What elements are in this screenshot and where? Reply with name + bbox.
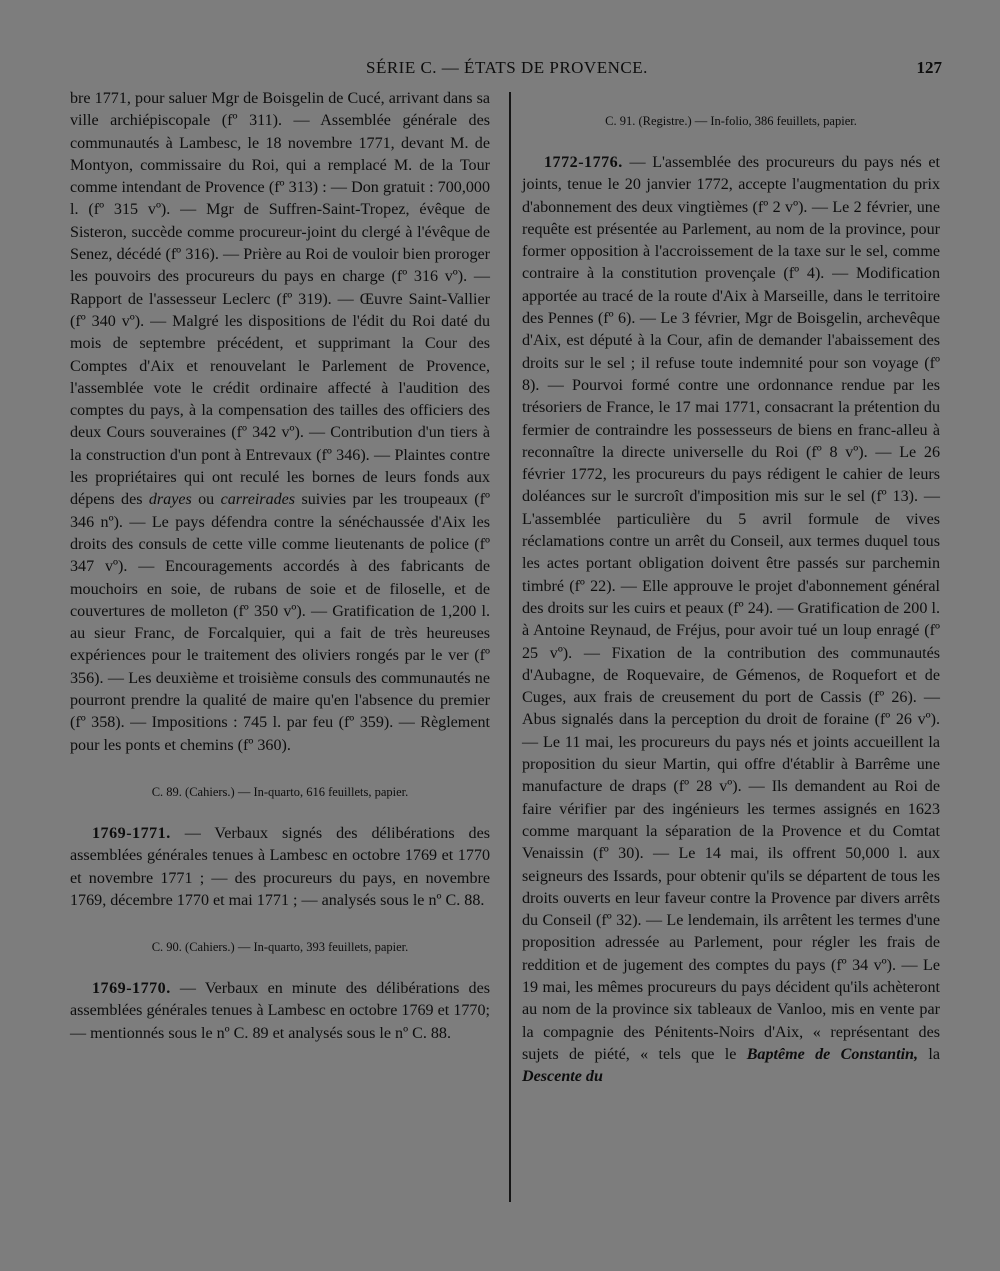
entry-paragraph <box>70 978 490 1045</box>
entry-year: 1769-1770. <box>92 980 171 998</box>
paragraph-text: — Verbaux signés des délibérations des assemblées générales tenues à Lambesc en octobre 1769 et 1770 et novembre 1771 ; — des procureurs du pays, en novembre 1769, décembre 1770 et mai 1771 ; — analysés sous le nº C. 88. <box>70 824 490 909</box>
left-column <box>70 88 490 1045</box>
paragraph-continued <box>70 88 490 757</box>
entry-year: 1769-1771. <box>92 824 171 842</box>
paragraph-text: — L'assemblée des procureurs du pays nés et joints, tenue le 20 janvier 1772, accepte l'augmentation du prix d'abonnement des deux vingtièmes (fº 2 vº). — Le 2 février, une requête est présentée au Parlement, au nom de la province, pour former opposition à l'accroissement de la taxe sur le sel, comme contraire à la constitution provençale (fº 4). — Modification apportée au tracé de la route d'Aix à Marseille, dans le territoire des Pennes (fº 6). — Le 3 février, Mgr de Boisgelin, archevêque d'Aix, est député à la Cour, afin de demander l'abaissement des droits sur le sel ; il refuse toute indemnité pour son voyage (fº 8). — Pourvoi formé contre une ordonnance rendue par les trésoriers de France, le 17 mai 1771, consacrant la prétention du fermier de contraindre les possesseurs de biens en franc-alleu à reconnaître la directe universelle du Roi (fº 8 vº). — Le 26 février 1772, les procureurs du pays rédigent le cahier de leurs doléances sur le surcroît d'imposition mis sur le sel (fº 13). — L'assemblée particulière du 5 avril formule de vives réclamations contre un arrêt du Conseil, aux termes duquel tous les actes portant obligation doivent être passés sur parchemin timbré (fº 22). — Elle approuve le projet d'abonnement général des droits sur les cuirs et peaux (fº 24). — Gratification de 200 l. à Antoine Reynaud, de Fréjus, pour avoir tué un loup enragé (fº 25 vº). — Fixation de la contribution des communautés d'Aubagne, de Roquevaire, de Gémenos, de Roquefort et de Cuges, aux frais de creusement du port de Cassis (fº 26). — Abus signalés dans la perception du droit de foraine (fº 26 vº). — Le 11 mai, les procureurs du pays nés et joints accueillent la proposition du sieur Martin, qui offre d'établir à Barrême une manufacture de draps (fº 28 vº). — Ils demandent au Roi de faire vérifier par des ingénieurs les termes assignés en 1623 comme marquant la séparation de la Provence et du Comtat Venaissin (fº 30). — Le 14 mai, ils offrent 50,000 l. aux seigneurs des Issards, pour obtenir qu'ils se départent de tous les droits ouverts en leur faveur contre la Provence par divers arrêts du Conseil (fº 32). — Le lendemain, ils arrêtent les termes d'une proposition adressée au Parlement, pour régler les frais de reddition et de jugement des comptes du pays (fº 34 vº). — Le 19 mai, les mêmes procureurs du pays décident qu'ils achèteront au nom de la province six tableaux de Vanloo, mis en vente par la compagnie des Pénitents-Noirs d'Aix, « représentant des sujets de piété, « tels que le <box>522 154 940 1063</box>
column-divider <box>509 92 511 1202</box>
page-header <box>0 58 1000 82</box>
paragraph-text: bre 1771, pour saluer Mgr de Boisgelin de Cucé, arrivant dans sa ville archiépiscopale (fº 311). — Assemblée générale des communautés à Lambesc, le 18 novembre 1771, devant M. de Montyon, commissaire du Roi, qui a remplacé M. de la Tour comme intendant de Provence (fº 313) : — Don gratuit : 700,000 l. (fº 315 vº). — Mgr de Suffren-Saint-Tropez, évêque de Sisteron, succède comme procureur-joint du clergé à l'évêque de Senez, décédé (fº 316). — Prière au Roi de vouloir bien proroger les pouvoirs des procureurs du pays en charge (fº 316 vº). — Rapport de l'assesseur Leclerc (fº 319). — Œuvre Saint-Vallier (fº 340 vº). — Malgré les dispositions de l'édit du Roi daté du mois de septembre précédent, et supprimant la Cour des Comptes d'Aix et renouvelant le Parlement de Provence, l'assemblée vote le crédit ordinaire affecté à l'audition des comptes du pays, à la compensation des tailles des officiers des deux Cours souveraines (fº 342 vº). — Contribution d'un tiers à la construction d'un pont à Entrevaux (fº 346). — Plaintes contre les propriétaires qui ont reculé les bornes de leurs fonds aux dépens des <box>70 90 490 509</box>
italic-title: Descente du <box>522 1068 603 1086</box>
italic-term: carreirades <box>220 491 296 509</box>
paragraph-text: — Verbaux en minute des délibérations des assemblées générales tenues à Lambesc en octobre 1769 et 1770; — mentionnés sous le nº C. 89 et analysés sous le nº C. 88. <box>70 980 490 1042</box>
page-number: 127 <box>916 58 942 77</box>
archive-note: C. 91. (Registre.) — In-folio, 386 feuillets, papier. <box>605 114 857 128</box>
right-column <box>522 88 940 1088</box>
entry-year: 1772-1776. <box>544 154 623 171</box>
archive-note: C. 90. (Cahiers.) — In-quarto, 393 feuillets, papier. <box>151 940 409 955</box>
entry-paragraph <box>70 823 490 912</box>
paragraph-text: la <box>928 1045 940 1063</box>
italic-term: drayes <box>148 491 192 509</box>
running-title: SÉRIE C. — ÉTATS DE PROVENCE. <box>366 58 648 77</box>
archive-note: C. 89. (Cahiers.) — In-quarto, 616 feuillets, papier. <box>151 784 409 799</box>
paragraph-text: suivies par les troupeaux (fº 346 nº). — Le pays défendra contre la sénéchaussée d'Aix les droits des consuls de cette ville comme lieutenants de police (fº 347 vº). — Encouragements accordés à des fabricants de mouchoirs en soie, de rubans de soie et de filoselle, et de couvertures de molleton (fº 350 vº). — Gratification de 1,200 l. au sieur Franc, de Forcalquier, qui a fait de très heureuses expériences pour le traitement des oliviers rongés par le ver (fº 356). — Les deuxième et troisième consuls des communautés ne pourront prendre la qualité de maire qu'en l'absence du premier (fº 358). — Impositions : 745 l. par feu (fº 359). — Règlement pour les ponts et chemins (fº 360). <box>70 491 491 754</box>
italic-title: Baptême de Constantin, <box>746 1045 919 1063</box>
entry-paragraph <box>522 152 940 1088</box>
paragraph-text: ou <box>198 491 215 509</box>
